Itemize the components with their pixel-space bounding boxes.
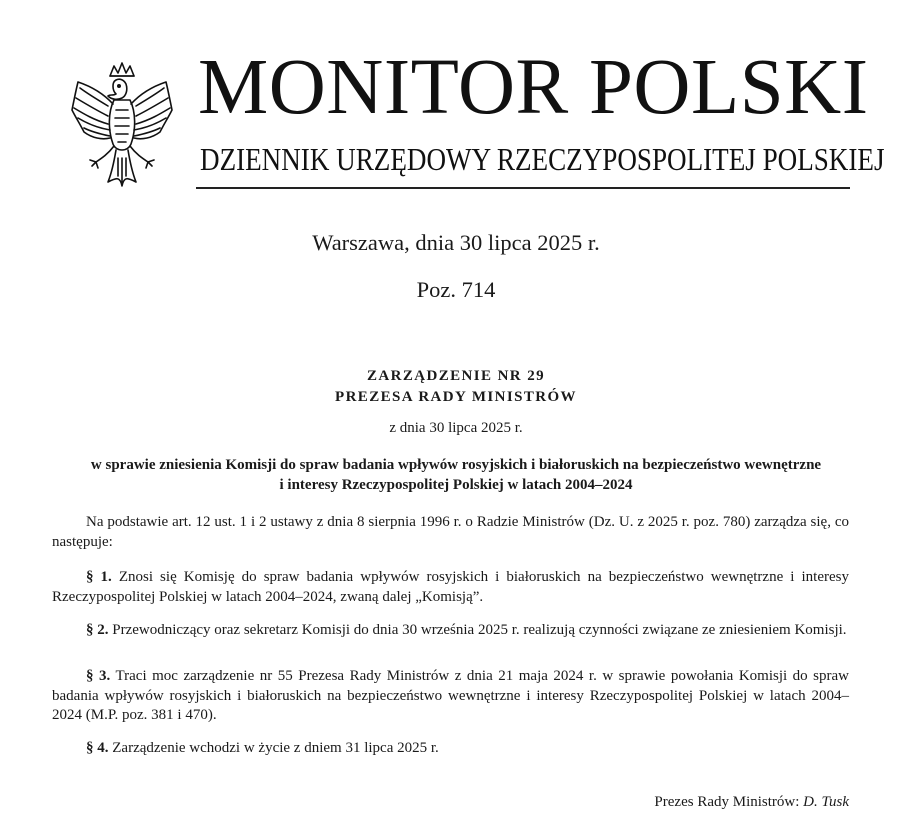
section-text: Przewodniczący oraz sekretarz Komisji do dnia 30 września 2025 r. realizują czynności związane ze zniesieniem Komisji. <box>112 622 847 638</box>
signature-role: Prezes Rady Ministrów: <box>654 794 800 810</box>
publication-position: Poz. 714 <box>416 277 496 302</box>
masthead-subtitle: DZIENNIK URZĘDOWY RZECZYPOSPOLITEJ POLSKIEJ <box>200 142 885 177</box>
publication-place-date: Warszawa, dnia 30 lipca 2025 r. <box>312 230 600 255</box>
section-number: § 1. <box>86 569 112 585</box>
polish-eagle-icon <box>58 58 186 198</box>
preamble-paragraph: Na podstawie art. 12 ust. 1 i 2 ustawy z dnia 8 sierpnia 1996 r. o Radzie Ministrów (Dz. U. z 2025 r. poz. 780) zarządza się, co następuje: <box>52 514 849 550</box>
document-subject <box>0 455 912 495</box>
signature-name: D. Tusk <box>803 794 849 810</box>
signature <box>654 792 849 812</box>
masthead-divider <box>196 187 850 189</box>
section-paragraph <box>52 568 849 607</box>
document-title-line-1: ZARZĄDZENIE NR 29 <box>367 368 545 384</box>
section-number: § 4. <box>86 740 109 756</box>
document-title-line-2: PREZESA RADY MINISTRÓW <box>335 389 577 405</box>
section-number: § 2. <box>86 622 109 638</box>
document-subject-line-2: i interesy Rzeczypospolitej Polskiej w latach 2004–2024 <box>279 477 633 493</box>
document-subject-line-1: w sprawie zniesienia Komisji do spraw badania wpływów rosyjskich i białoruskich na bezpieczeństwo wewnętrzne <box>90 457 822 473</box>
section-paragraph <box>52 621 849 641</box>
section-text: Znosi się Komisję do spraw badania wpływów rosyjskich i białoruskich na bezpieczeństwo wewnętrzne i interesy Rzeczypospolitej Polskiej w latach 2004–2024, zwaną dalej „Komisją”. <box>52 569 849 605</box>
section-text: Traci moc zarządzenie nr 55 Prezesa Rady Ministrów z dnia 21 maja 2024 r. w sprawie powołania Komisji do spraw badania wpływów rosyjskich i białoruskich na bezpieczeństwo wewnętrzne i interesy Rzeczypospolitej Polskiej w latach 2004–2024 (M.P. poz. 381 i 470). <box>52 668 850 723</box>
section-paragraph <box>52 739 849 759</box>
section-number: § 3. <box>86 668 111 684</box>
document-date: z dnia 30 lipca 2025 r. <box>389 420 523 436</box>
section-paragraph <box>52 667 849 726</box>
masthead-title: MONITOR POLSKI <box>198 44 869 131</box>
section-text: Zarządzenie wchodzi w życie z dniem 31 lipca 2025 r. <box>112 740 439 756</box>
